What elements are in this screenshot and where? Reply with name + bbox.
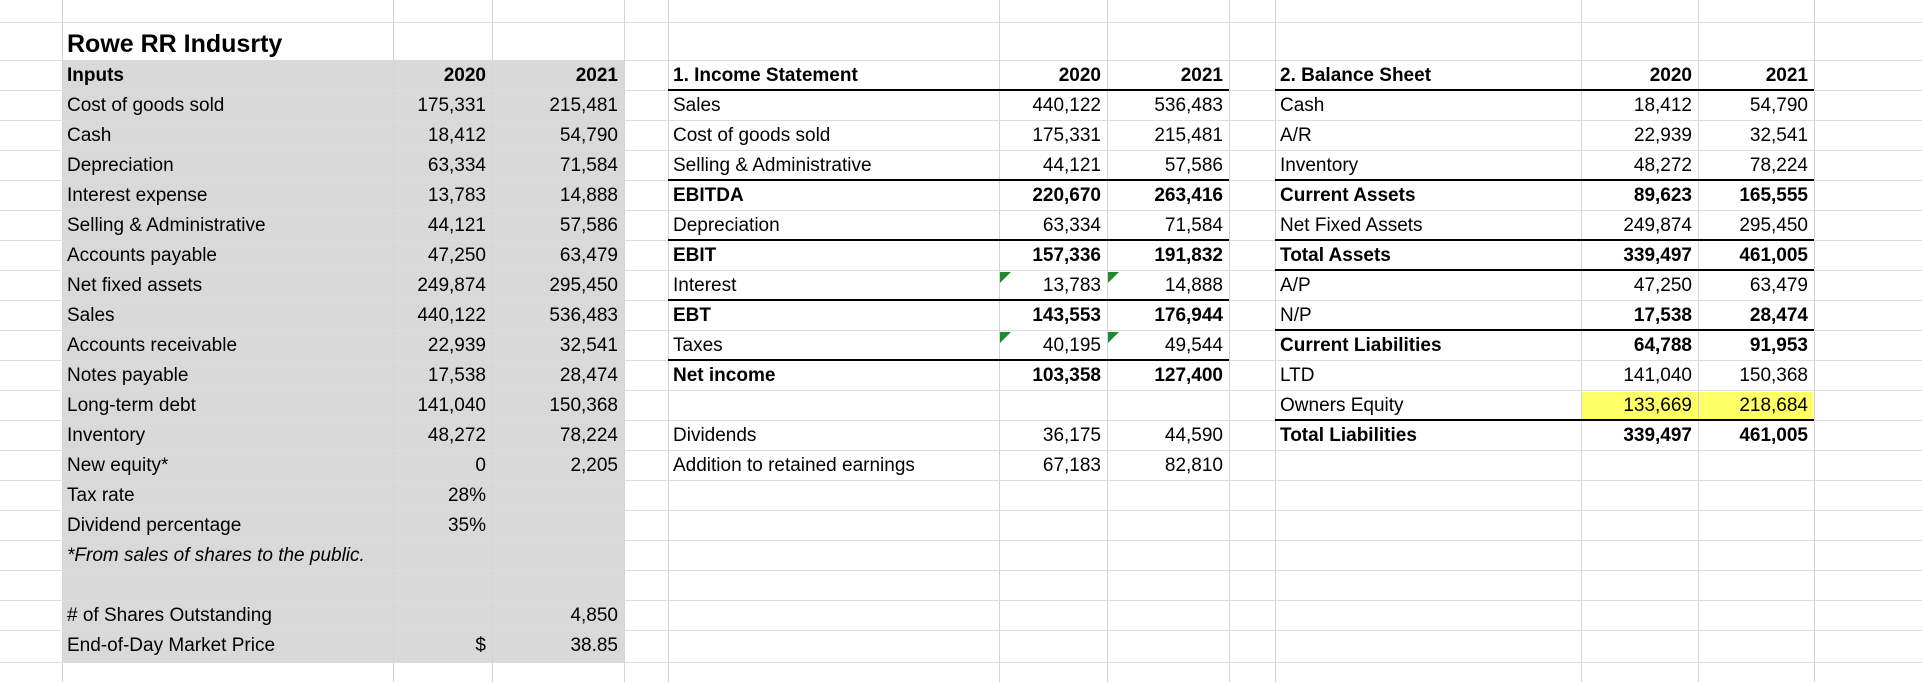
balance-2021[interactable]: 461,005 [1739,425,1808,446]
balance-2021[interactable]: 91,953 [1749,335,1808,356]
income-2021[interactable]: 191,832 [1154,245,1223,266]
balance-2021[interactable]: 295,450 [1739,215,1808,236]
income-2020[interactable]: 157,336 [1032,245,1101,266]
balance-label[interactable]: Total Liabilities [1280,425,1417,446]
balance-2021[interactable]: 165,555 [1739,185,1808,206]
formula-flag-icon [1000,332,1011,343]
input-2020[interactable]: 22,939 [427,335,486,356]
income-col-2021[interactable]: 2021 [1180,65,1223,86]
sheet-title[interactable]: Rowe RR Indusrty [67,30,283,58]
income-2020[interactable]: 63,334 [1042,215,1101,236]
balance-label[interactable]: Current Assets [1280,185,1416,206]
input-2020[interactable]: 63,334 [427,155,486,176]
income-label[interactable]: Taxes [673,335,723,356]
balance-2021[interactable]: 150,368 [1739,365,1808,386]
market-price-currency[interactable]: $ [475,635,486,656]
balance-2020[interactable]: 22,939 [1633,125,1692,146]
input-label[interactable]: Depreciation [67,155,174,176]
input-2021[interactable]: 150,368 [549,395,618,416]
input-2021[interactable]: 32,541 [559,335,618,356]
income-2021[interactable]: 176,944 [1154,305,1223,326]
balance-label[interactable]: Cash [1280,95,1325,116]
income-label[interactable]: Depreciation [673,215,780,236]
income-2020[interactable]: 175,331 [1032,125,1101,146]
input-2020[interactable]: 249,874 [417,275,486,296]
income-2020[interactable]: 440,122 [1032,95,1101,116]
income-label[interactable]: Interest [673,275,737,296]
input-2020[interactable]: 141,040 [417,395,486,416]
input-label[interactable]: Notes payable [67,365,189,386]
input-label[interactable]: Cash [67,125,112,146]
income-label[interactable]: EBIT [673,245,717,266]
input-label[interactable]: Sales [67,305,115,326]
balance-label[interactable]: Net Fixed Assets [1280,215,1423,236]
input-label[interactable]: Dividend percentage [67,515,242,536]
input-2021[interactable]: 295,450 [549,275,618,296]
balance-2020[interactable]: 141,040 [1623,365,1692,386]
input-2021[interactable]: 63,479 [559,245,618,266]
input-2021[interactable]: 215,481 [549,95,618,116]
balance-label[interactable]: Current Liabilities [1280,335,1442,356]
balance-2021[interactable]: 54,790 [1749,95,1808,116]
input-2020[interactable]: 440,122 [417,305,486,326]
dividends-label[interactable]: Dividends [673,425,757,446]
retained-earnings-label[interactable]: Addition to retained earnings [673,455,915,476]
balance-2020[interactable]: 48,272 [1633,155,1692,176]
input-label[interactable]: Accounts receivable [67,335,238,356]
balance-2020[interactable]: 17,538 [1633,305,1692,326]
income-col-2020[interactable]: 2020 [1058,65,1101,86]
income-2021[interactable]: 536,483 [1154,95,1223,116]
income-2021[interactable]: 215,481 [1154,125,1223,146]
income-2020[interactable]: 103,358 [1032,365,1101,386]
balance-2021[interactable]: 78,224 [1749,155,1808,176]
income-statement-header[interactable]: 1. Income Statement [673,65,858,86]
income-2020[interactable]: 44,121 [1042,155,1101,176]
balance-label[interactable]: A/P [1280,275,1311,296]
income-2021[interactable]: 49,544 [1164,335,1223,356]
input-label[interactable]: Accounts payable [67,245,217,266]
income-2021[interactable]: 71,584 [1164,215,1223,236]
balance-2021[interactable]: 28,474 [1749,305,1808,326]
input-2020[interactable]: 18,412 [427,125,486,146]
input-2021[interactable]: 14,888 [559,185,618,206]
balance-2021[interactable]: 461,005 [1739,245,1808,266]
input-2020[interactable]: 48,272 [427,425,486,446]
balance-2020[interactable]: 133,669 [1623,395,1692,416]
balance-2020[interactable]: 89,623 [1633,185,1692,206]
input-label[interactable]: Net fixed assets [67,275,203,296]
input-2021[interactable] [492,511,624,541]
input-label[interactable]: Inventory [67,425,146,446]
input-label[interactable]: Tax rate [67,485,135,506]
formula-flag-icon [1108,332,1119,343]
input-2021[interactable]: 536,483 [549,305,618,326]
input-2021[interactable]: 2,205 [570,455,618,476]
income-label[interactable]: EBITDA [673,185,744,206]
input-label[interactable]: Long-term debt [67,395,196,416]
inputs-footnote[interactable]: *From sales of shares to the public. [67,545,365,566]
income-2021[interactable]: 14,888 [1164,275,1223,296]
input-label[interactable]: Selling & Administrative [67,215,266,236]
income-2020[interactable]: 220,670 [1032,185,1101,206]
input-2021[interactable]: 57,586 [559,215,618,236]
income-2021[interactable]: 57,586 [1164,155,1223,176]
balance-2020[interactable]: 47,250 [1633,275,1692,296]
formula-flag-icon [1108,272,1119,283]
input-2021[interactable]: 54,790 [559,125,618,146]
input-2021[interactable]: 28,474 [559,365,618,386]
balance-label[interactable]: LTD [1280,365,1315,386]
retained-earnings-2020[interactable]: 67,183 [1042,455,1101,476]
input-2021[interactable] [492,481,624,511]
formula-flag-icon [1000,272,1011,283]
income-label[interactable]: EBT [673,305,711,326]
dividends-2020[interactable]: 36,175 [1042,425,1101,446]
inputs-header[interactable]: Inputs [67,65,124,86]
dividends-2021[interactable]: 44,590 [1164,425,1223,446]
balance-col-2021[interactable]: 2021 [1765,65,1808,86]
input-2020[interactable]: 35% [447,515,486,536]
input-label[interactable]: Cost of goods sold [67,95,225,116]
balance-label[interactable]: Inventory [1280,155,1359,176]
market-price-label[interactable]: End-of-Day Market Price [67,635,276,656]
income-2020[interactable]: 40,195 [1042,335,1101,356]
input-label[interactable]: Interest expense [67,185,208,206]
balance-col-2020[interactable]: 2020 [1649,65,1692,86]
inputs-col-2021[interactable]: 2021 [575,65,618,86]
income-label[interactable]: Sales [673,95,721,116]
balance-label[interactable]: Total Assets [1280,245,1391,266]
input-2020[interactable]: 47,250 [427,245,486,266]
input-2020[interactable]: 44,121 [427,215,486,236]
balance-label[interactable]: Owners Equity [1280,395,1404,416]
retained-earnings-2021[interactable]: 82,810 [1164,455,1223,476]
income-2021[interactable]: 127,400 [1154,365,1223,386]
input-2021[interactable]: 78,224 [559,425,618,446]
input-2021[interactable]: 71,584 [559,155,618,176]
income-2021[interactable]: 263,416 [1154,185,1223,206]
balance-sheet-header[interactable]: 2. Balance Sheet [1280,65,1432,86]
inputs-col-2020[interactable]: 2020 [443,65,486,86]
balance-2020[interactable]: 18,412 [1633,95,1692,116]
balance-2021[interactable]: 218,684 [1739,395,1808,416]
balance-label[interactable]: A/R [1280,125,1312,146]
shares-outstanding-label[interactable]: # of Shares Outstanding [67,605,272,626]
input-2020[interactable]: 175,331 [417,95,486,116]
market-price-value[interactable]: 38.85 [570,635,618,656]
shares-outstanding-value[interactable]: 4,850 [570,605,618,626]
balance-label[interactable]: N/P [1280,305,1312,326]
balance-2020[interactable]: 64,788 [1633,335,1692,356]
balance-2021[interactable]: 63,479 [1749,275,1808,296]
balance-2021[interactable]: 32,541 [1749,125,1808,146]
income-2020[interactable]: 13,783 [1042,275,1101,296]
input-2020[interactable]: 28% [447,485,486,506]
input-2020[interactable]: 13,783 [427,185,486,206]
income-label[interactable]: Net income [673,365,776,386]
balance-2020[interactable]: 339,497 [1623,245,1692,266]
income-label[interactable]: Cost of goods sold [673,125,831,146]
income-label[interactable]: Selling & Administrative [673,155,872,176]
input-2020[interactable]: 0 [475,455,486,476]
balance-2020[interactable]: 249,874 [1623,215,1692,236]
income-2020[interactable]: 143,553 [1032,305,1101,326]
input-2020[interactable]: 17,538 [427,365,486,386]
balance-2020[interactable]: 339,497 [1623,425,1692,446]
input-label[interactable]: New equity* [67,455,169,476]
